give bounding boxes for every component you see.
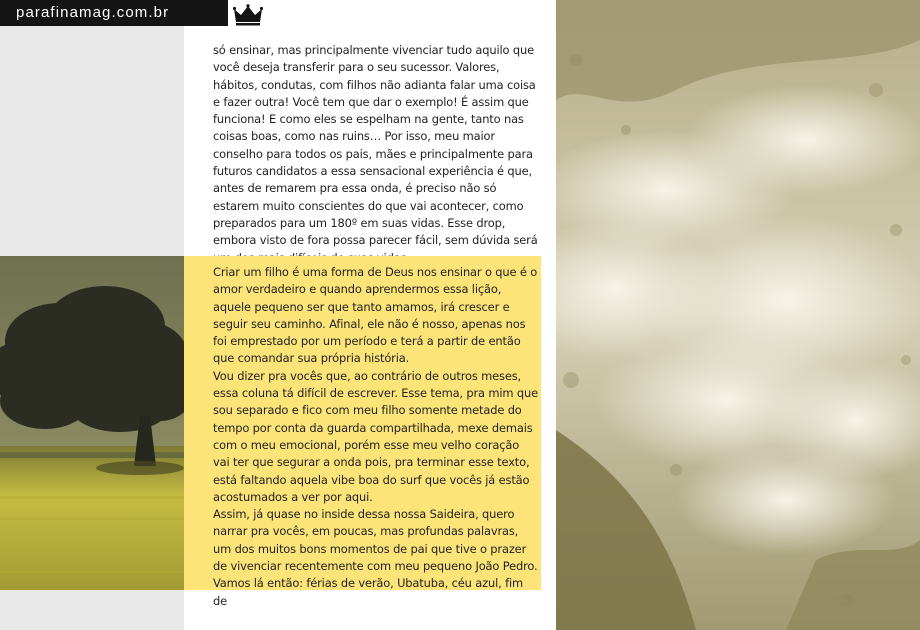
tree-field-photo	[0, 256, 184, 590]
highlight-text	[213, 264, 538, 610]
site-header-bar[interactable]	[0, 0, 228, 26]
highlight-paragraph-2: Vou dizer pra vocês que, ao contrário de outros meses, essa coluna tá difícil de escrever. Esse tema, pra mim que sou separado e fico com meu filho somente metade do tempo por conta da guarda compartilhada, mexe demais com o meu emocional, porém esse meu velho coração vai ter que segurar a onda pois, pra terminar esse texto, está faltando aquela vibe boa do surf que vocês já estão acostumados a ver por aqui.	[213, 368, 538, 504]
wave-foam-photo	[556, 0, 920, 630]
intro-paragraph: só ensinar, mas principalmente vivenciar tudo aquilo que você deseja transferir para o seu sucessor. Valores, hábitos, condutas, com filhos não adianta falar uma coisa e fazer outra! Você tem que dar o exemplo! É assim que funciona! E como eles se espelham na gente, tanto nas coisas boas, como nas ruins… Por isso, meu maior conselho para todos os pais, mães e principalmente para futuros candidatos a essa sensacional experiência é que, antes de remarem pra essa onda, é preciso não só estarem muito conscientes do que vai acontecer, como preparados para um 180º em suas vidas. Esse drop, embora visto de fora possa parecer fácil, sem dúvida será	[213, 43, 538, 248]
site-name[interactable]: parafinamag.com.br	[16, 4, 170, 21]
highlight-paragraph-3: Assim, já quase no inside dessa nossa Saideira, quero narrar pra vocês, em poucas, mas profundas palavras, um dos muitos bons momentos de pai que tive o prazer de vivenciar recentemente com meu pequeno João Pedro. Vamos lá então: férias de verão, Ubatuba, céu azul, fim de	[213, 507, 538, 608]
article-intro	[213, 42, 538, 267]
highlight-paragraph-1: Criar um filho é uma forma de Deus nos ensinar o que é o amor verdadeiro e quando aprendermos essa lição, aquele pequeno ser que tanto amamos, irá crescer e seguir seu caminho. Afinal, ele não é nosso, apenas nos foi emprestado por um período e terá a partir de então que comandar sua própria história.	[213, 265, 538, 366]
crown-icon	[233, 4, 263, 26]
left-gray-panel	[0, 26, 184, 256]
left-gray-panel-bottom	[0, 590, 184, 630]
